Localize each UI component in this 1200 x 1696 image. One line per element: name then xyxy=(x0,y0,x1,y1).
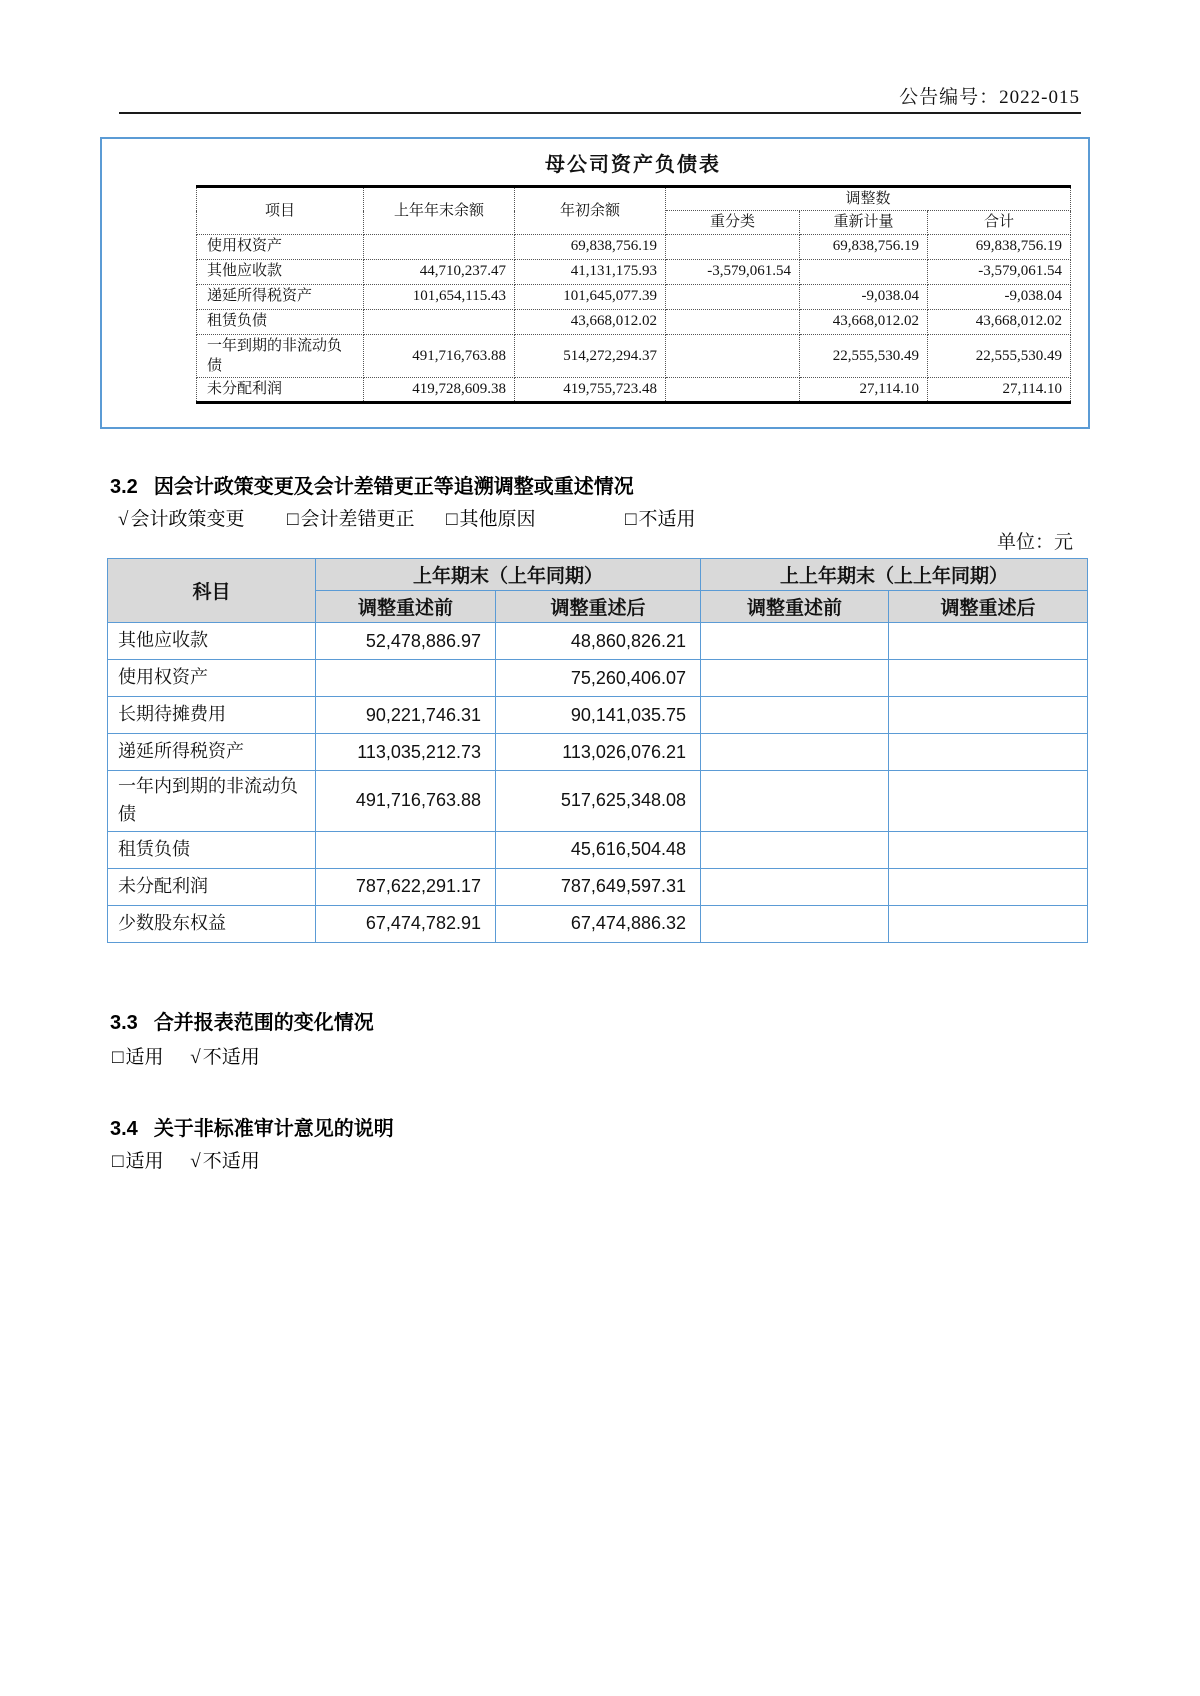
table-cell xyxy=(316,831,496,868)
table-cell: 长期待摊费用 xyxy=(108,697,316,734)
table-cell: 517,625,348.08 xyxy=(496,771,701,832)
table-cell: 43,668,012.02 xyxy=(800,309,928,334)
table-cell: 其他应收款 xyxy=(108,623,316,660)
col-header-adjustment: 调整数 xyxy=(666,187,1071,211)
table-cell: 租赁负债 xyxy=(197,309,364,334)
table-cell: 75,260,406.07 xyxy=(496,660,701,697)
table-cell xyxy=(666,309,800,334)
table-cell: 租赁负债 xyxy=(108,831,316,868)
table-cell: 419,755,723.48 xyxy=(515,378,666,403)
table-cell xyxy=(889,623,1088,660)
option-label: 不适用 xyxy=(202,1151,260,1172)
col-header-year-begin: 年初余额 xyxy=(515,187,666,235)
table-cell: 一年内到期的非流动负债 xyxy=(108,771,316,832)
table-cell: 43,668,012.02 xyxy=(928,309,1071,334)
table-cell: 101,645,077.39 xyxy=(515,284,666,309)
table-cell xyxy=(889,831,1088,868)
table-cell: 27,114.10 xyxy=(928,378,1071,403)
checkmark-icon: √ xyxy=(190,1047,201,1068)
col-header-prev-year-end: 上年年末余额 xyxy=(364,187,515,235)
table1-header-row-1 xyxy=(197,187,1071,211)
table-cell: 未分配利润 xyxy=(197,378,364,403)
table-cell: 67,474,782.91 xyxy=(316,905,496,942)
checkbox-unchecked-icon: □ xyxy=(112,1151,124,1172)
table-cell xyxy=(701,831,889,868)
table-cell: 使用权资产 xyxy=(108,660,316,697)
section-title: 合并报表范围的变化情况 xyxy=(153,1012,374,1034)
table-cell: 67,474,886.32 xyxy=(496,905,701,942)
table-row xyxy=(197,234,1071,259)
option-label: 适用 xyxy=(125,1047,164,1068)
table-cell xyxy=(666,234,800,259)
table-cell xyxy=(666,334,800,378)
table-cell xyxy=(364,309,515,334)
table-cell: 45,616,504.48 xyxy=(496,831,701,868)
table-cell: 少数股东权益 xyxy=(108,905,316,942)
table-cell xyxy=(889,771,1088,832)
table1-title: 母公司资产负债表 xyxy=(545,154,721,176)
table-cell xyxy=(701,905,889,942)
col-header-before-restate-2: 调整重述前 xyxy=(701,591,889,623)
checkmark-icon: √ xyxy=(118,509,129,530)
table-cell xyxy=(800,259,928,284)
col-header-subject: 科目 xyxy=(108,559,316,623)
col-header-prev2-period: 上上年期末（上上年同期） xyxy=(701,559,1088,591)
table-cell: 113,035,212.73 xyxy=(316,734,496,771)
table-cell xyxy=(701,623,889,660)
table-row xyxy=(197,378,1071,403)
option-label: 会计政策变更 xyxy=(130,509,245,530)
col-header-remeasure: 重新计量 xyxy=(800,211,928,234)
section-3-3-heading xyxy=(110,1006,374,1035)
table-cell xyxy=(889,905,1088,942)
option-applicable xyxy=(112,1151,164,1172)
table-cell: 递延所得税资产 xyxy=(108,734,316,771)
section-title: 因会计政策变更及会计差错更正等追溯调整或重述情况 xyxy=(153,476,634,498)
table-row xyxy=(197,284,1071,309)
table-cell: -9,038.04 xyxy=(928,284,1071,309)
table-row xyxy=(108,868,1088,905)
table-cell: 48,860,826.21 xyxy=(496,623,701,660)
table-row xyxy=(108,905,1088,942)
col-header-before-restate-1: 调整重述前 xyxy=(316,591,496,623)
option-applicable xyxy=(112,1047,164,1068)
section-3-3-options xyxy=(112,1042,282,1068)
table-cell: 491,716,763.88 xyxy=(364,334,515,378)
table-row xyxy=(108,831,1088,868)
section-number: 3.2 xyxy=(110,476,138,498)
option-label: 不适用 xyxy=(638,509,696,530)
table-cell xyxy=(701,697,889,734)
table-cell: 52,478,886.97 xyxy=(316,623,496,660)
table-row xyxy=(197,309,1071,334)
table-cell: 90,141,035.75 xyxy=(496,697,701,734)
unit-label: 单位：元 xyxy=(996,532,1073,553)
table-cell xyxy=(666,378,800,403)
table-cell: 22,555,530.49 xyxy=(928,334,1071,378)
table-cell xyxy=(364,234,515,259)
section-3-4-heading xyxy=(110,1112,394,1141)
option-not-applicable xyxy=(190,1047,259,1068)
table-row xyxy=(108,660,1088,697)
table-cell: 101,654,115.43 xyxy=(364,284,515,309)
table-cell: 419,728,609.38 xyxy=(364,378,515,403)
table-cell: 787,622,291.17 xyxy=(316,868,496,905)
option-label: 其他原因 xyxy=(459,509,536,530)
table-cell: -9,038.04 xyxy=(800,284,928,309)
table-cell: 其他应收款 xyxy=(197,259,364,284)
table-cell: -3,579,061.54 xyxy=(928,259,1071,284)
table-cell xyxy=(889,868,1088,905)
table-cell: 491,716,763.88 xyxy=(316,771,496,832)
restatement-table xyxy=(107,558,1088,943)
table-cell xyxy=(701,868,889,905)
table-cell xyxy=(889,660,1088,697)
table-cell: 43,668,012.02 xyxy=(515,309,666,334)
parent-balance-sheet-box xyxy=(100,137,1090,429)
table-row xyxy=(197,334,1071,378)
table-cell xyxy=(316,660,496,697)
option-label: 会计差错更正 xyxy=(300,509,415,530)
table-cell: 514,272,294.37 xyxy=(515,334,666,378)
table-cell xyxy=(701,660,889,697)
section-number: 3.3 xyxy=(110,1012,138,1034)
table-row xyxy=(197,259,1071,284)
section-3-2-heading xyxy=(110,470,634,499)
checkmark-icon: √ xyxy=(190,1151,201,1172)
table-cell: 113,026,076.21 xyxy=(496,734,701,771)
table-row xyxy=(108,734,1088,771)
checkbox-unchecked-icon: □ xyxy=(287,509,299,530)
section-title: 关于非标准审计意见的说明 xyxy=(153,1118,394,1140)
checkbox-unchecked-icon: □ xyxy=(625,509,637,530)
table-cell: 44,710,237.47 xyxy=(364,259,515,284)
table2-header-row-1 xyxy=(108,559,1088,591)
table-cell: 22,555,530.49 xyxy=(800,334,928,378)
table-cell xyxy=(889,697,1088,734)
col-header-after-restate-2: 调整重述后 xyxy=(889,591,1088,623)
table-cell: -3,579,061.54 xyxy=(666,259,800,284)
col-header-total: 合计 xyxy=(928,211,1071,234)
table-cell: 使用权资产 xyxy=(197,234,364,259)
header-rule xyxy=(119,112,1081,114)
section-number: 3.4 xyxy=(110,1118,138,1140)
table-cell: 41,131,175.93 xyxy=(515,259,666,284)
table-cell: 递延所得税资产 xyxy=(197,284,364,309)
table-cell: 69,838,756.19 xyxy=(515,234,666,259)
announcement-number: 公告编号：2022-015 xyxy=(899,87,1080,108)
col-header-after-restate-1: 调整重述后 xyxy=(496,591,701,623)
table-cell: 787,649,597.31 xyxy=(496,868,701,905)
parent-balance-sheet-table xyxy=(196,185,1071,404)
table-cell: 69,838,756.19 xyxy=(928,234,1071,259)
table-cell: 未分配利润 xyxy=(108,868,316,905)
checkbox-unchecked-icon: □ xyxy=(112,1047,124,1068)
col-header-reclass: 重分类 xyxy=(666,211,800,234)
table-cell: 69,838,756.19 xyxy=(800,234,928,259)
option-label: 适用 xyxy=(125,1151,164,1172)
table-cell xyxy=(889,734,1088,771)
table-cell xyxy=(701,734,889,771)
checkbox-unchecked-icon: □ xyxy=(446,509,458,530)
table-cell: 一年到期的非流动负债 xyxy=(197,334,364,378)
table-row xyxy=(108,697,1088,734)
table-cell xyxy=(701,771,889,832)
section-3-4-options xyxy=(112,1146,282,1172)
col-header-prev-period: 上年期末（上年同期） xyxy=(316,559,701,591)
table-row xyxy=(108,623,1088,660)
table-row xyxy=(108,771,1088,832)
table-cell: 90,221,746.31 xyxy=(316,697,496,734)
table-cell xyxy=(666,284,800,309)
col-header-item: 项目 xyxy=(197,187,364,235)
option-not-applicable xyxy=(190,1151,259,1172)
option-label: 不适用 xyxy=(202,1047,260,1068)
table-cell: 27,114.10 xyxy=(800,378,928,403)
